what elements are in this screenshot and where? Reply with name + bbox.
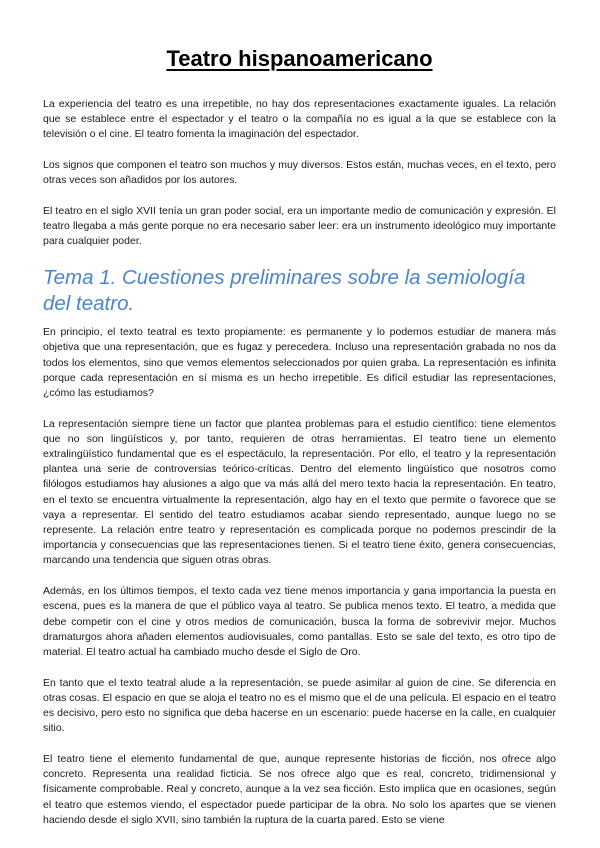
section-paragraph-4: En tanto que el texto teatral alude a la representación, se puede asimilar al guion de cine. Se diferencia en otras cosas. El espacio en que se aloja el teatro no es el mismo que el de una película. El espacio en el teatro es decisivo, pero esto no significa que deba hacerse en un escenario: puede hacerse en la calle, en cualquier sitio. <box>43 676 556 735</box>
section-paragraph-1: En principio, el texto teatral es texto propiamente: es permanente y lo podemos estudiar de manera más objetiva que una representación, que es fugaz y perecedera. Incluso una representación grabada no nos da todos los elementos, sino que vemos elementos seleccionados por quien graba. La representación es infinita porque cada representación en sí misma es un hecho irrepetible. Es difícil estudiar las representaciones, ¿cómo las estudiamos? <box>43 326 556 399</box>
document-title: Teatro hispanoamericano <box>166 46 433 71</box>
section-body <box>43 325 556 828</box>
intro-paragraph-1: La experiencia del teatro es una irrepetible, no hay dos representaciones exactamente iguales. La relación que se establece entre el espectador y el teatro o la compañía no es igual a la que se establece con la televisión o el cine. El teatro fomenta la imaginación del espectador. <box>43 98 556 141</box>
section-heading: Tema 1. Cuestiones preliminares sobre la semiología del teatro. <box>43 266 526 316</box>
intro-section <box>43 97 556 250</box>
section-paragraph-3: Además, en los últimos tiempos, el texto cada vez tiene menos importancia y gana importancia la puesta en escena, pues es la manera de que el público vaya al teatro. Se publica menos texto. El teatro, a medida que debe competir con el cine y otros medios de comunicación, busca la forma de sobrevivir mejor. Muchos dramaturgos ahora añaden elementos audiovisuales, como pantallas. Esto se sale del texto, es otro tipo de material. El teatro actual ha cambiado mucho desde el Siglo de Oro. <box>43 585 556 658</box>
section-paragraph-5: El teatro tiene el elemento fundamental de que, aunque represente historias de ficción, nos ofrece algo concreto. Representa una realidad ficticia. Se nos ofrece algo que es real, concreto, tridimensional y físicamente comprobable. Real y concreto, aunque a la vez sea ficción. Esto implica que en ocasiones, según el teatro que estemos viendo, el espectador puede participar de la obra. No solo los apartes que se vienen haciendo desde el siglo XVII, sino también la ruptura de la cuarta pared. Esto se viene <box>43 753 556 826</box>
intro-paragraph-3: El teatro en el siglo XVII tenía un gran poder social, era un importante medio de comunicación y expresión. El teatro llegaba a más gente porque no era necesario saber leer: era un instrumento ideológico muy importante para cualquier poder. <box>43 205 556 248</box>
intro-paragraph-2: Los signos que componen el teatro son muchos y muy diversos. Estos están, muchas veces, en el texto, pero otras veces son añadidos por los autores. <box>43 159 556 187</box>
section-paragraph-2: La representación siempre tiene un factor que plantea problemas para el estudio científico: tiene elementos que no son lingüísticos y, por tanto, requieren de otras herramientas. El teatro tiene un elemento extralingüístico fundamental que es el espectáculo, la representación. Por ello, el teatro y la representación plantea una serie de controversias teórico-críticas. Dentro del elemento lingüístico que nosotros como filólogos estudiamos hay alusiones a algo que va más allá del mero texto hacia la representación. En teatro, en el texto se encuentra virtualmente la representación, algo hay en el texto que permite o favorece que se vaya a representar. El sentido del teatro estudiamos acabar siendo representado, aunque luego no se represente. La relación entre teatro y representación es complicada porque no podemos prescindir de la importancia y consecuencias que las representaciones tienen. Si el teatro tiene éxito, genera consecuencias, marcando una tendencia que siguen otras obras. <box>43 417 556 567</box>
